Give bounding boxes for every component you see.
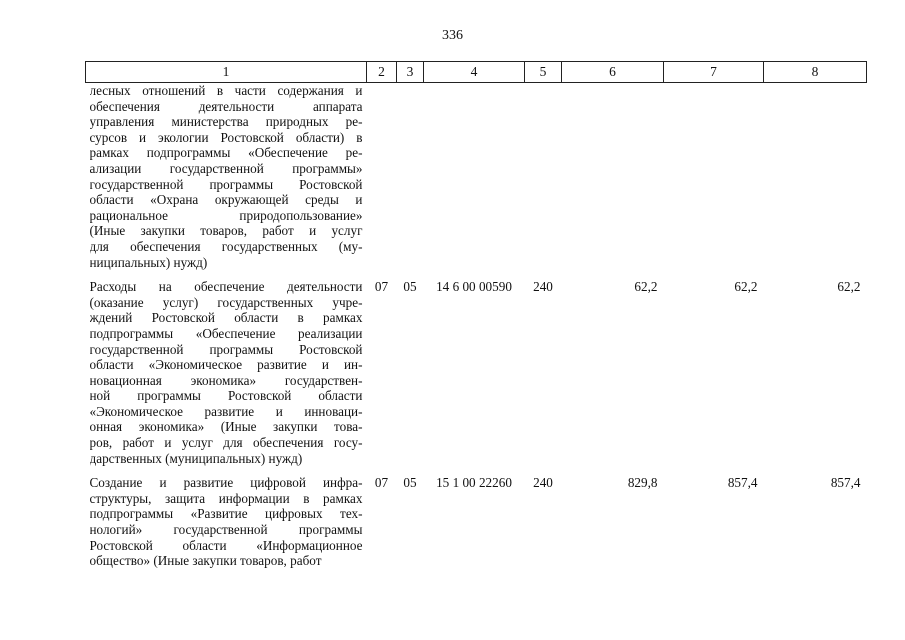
description-line: ждений Ростовской области в рамках <box>89 310 363 326</box>
description-line: структуры, защита информации в рамках <box>89 490 363 506</box>
budget-table-container <box>85 61 866 569</box>
row-amount-3: 857,4 <box>830 475 861 491</box>
description-line: ализации государственной программы» <box>89 160 363 176</box>
description-line: Расходы на обеспечение деятельности <box>89 279 363 295</box>
description-line: подпрограммы «Развитие цифровых тех- <box>89 506 363 522</box>
description-line: (Иные закупки товаров, работ и услуг <box>89 223 363 239</box>
table-row <box>86 270 867 466</box>
description-line: области «Охрана окружающей среды и <box>89 192 363 208</box>
column-header: 6 <box>562 62 664 83</box>
description-line: «Экономическое развитие и инноваци- <box>89 403 363 419</box>
column-header: 8 <box>764 62 867 83</box>
row-amount-1: 62,2 <box>634 279 658 295</box>
row-amount-1 <box>562 83 664 271</box>
row-amount-3 <box>764 83 867 271</box>
row-expense-type-code <box>525 83 562 271</box>
description-line: государственной программы Ростовской <box>89 176 363 192</box>
column-header: 4 <box>424 62 525 83</box>
row-description <box>86 466 367 569</box>
row-section-code <box>367 83 397 271</box>
row-target-article-code: 14 6 00 00590 <box>436 279 512 295</box>
row-amount-2: 62,2 <box>734 279 758 295</box>
row-amount-2 <box>664 83 764 271</box>
description-line: новационная экономика» государствен- <box>89 372 363 388</box>
row-expense-type-code: 240 <box>533 475 553 491</box>
row-amount-3: 62,2 <box>837 279 861 295</box>
page-number: 336 <box>442 28 463 43</box>
row-subsection-code <box>397 83 424 271</box>
row-target-article-code <box>424 83 525 271</box>
row-section-code: 07 <box>374 475 389 491</box>
description-line: ниципальных) нужд) <box>89 254 208 270</box>
table-row <box>86 466 867 569</box>
table-row <box>86 83 867 271</box>
table-header-row <box>86 62 867 83</box>
description-line: (оказание услуг) государственных учре- <box>89 294 363 310</box>
description-line: лесных отношений в части содержания и <box>89 83 363 98</box>
column-header: 7 <box>664 62 764 83</box>
description-line: подпрограммы «Обеспечение реализации <box>89 325 363 341</box>
description-line: Создание и развитие цифровой инфра- <box>89 475 363 491</box>
description-line: ной программы Ростовской области <box>89 388 363 404</box>
row-description <box>86 83 367 271</box>
description-line: нологий» государственной программы <box>89 522 363 538</box>
row-amount-1: 829,8 <box>627 475 658 491</box>
description-line: сурсов и экологии Ростовской области) в <box>89 129 363 145</box>
description-line: рациональное природопользование» <box>89 207 363 223</box>
description-line: ров, работ и услуг для обеспечения госу- <box>89 435 363 451</box>
row-subsection-code: 05 <box>403 475 417 491</box>
description-line: для обеспечения государственных (му- <box>89 238 363 254</box>
row-amount-2: 857,4 <box>727 475 758 491</box>
column-header: 5 <box>525 62 562 83</box>
row-subsection-code: 05 <box>403 279 417 295</box>
column-header: 2 <box>367 62 397 83</box>
row-target-article-code: 15 1 00 22260 <box>436 475 512 491</box>
description-line: дарственных (муниципальных) нужд) <box>89 450 303 466</box>
description-line: общество» (Иные закупки товаров, работ <box>89 553 322 569</box>
description-line: обеспечения деятельности аппарата <box>89 98 363 114</box>
row-description <box>86 270 367 466</box>
row-expense-type-code: 240 <box>533 279 553 295</box>
description-line: государственной программы Ростовской <box>89 341 363 357</box>
description-line: управления министерства природных ре- <box>89 114 363 130</box>
description-line: Ростовской области «Информационное <box>89 537 363 553</box>
description-line: области «Экономическое развитие и ин- <box>89 357 363 373</box>
budget-table <box>85 61 867 569</box>
description-line: онная экономика» (Иные закупки това- <box>89 419 363 435</box>
column-header: 1 <box>86 62 367 83</box>
row-section-code: 07 <box>374 279 389 295</box>
description-line: рамках подпрограммы «Обеспечение ре- <box>89 145 363 161</box>
column-header: 3 <box>397 62 424 83</box>
